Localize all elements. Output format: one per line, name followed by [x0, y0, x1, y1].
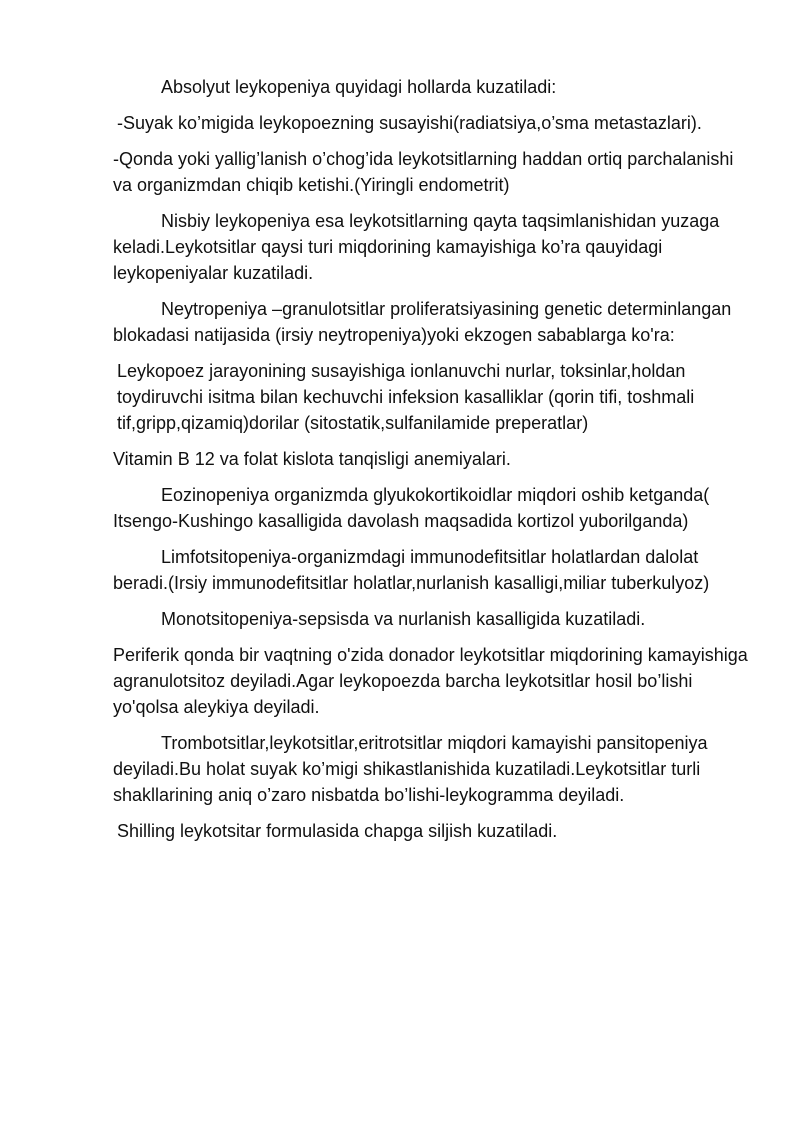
paragraph-eosinopenia: Eozinopeniya organizmda glyukokortikoidlar miqdori oshib ketganda( Itsengo-Kushingo kasalligida davolash maqsadida kortizol yuborilganda): [113, 485, 710, 531]
paragraph-pancytopenia: Trombotsitlar,leykotsitlar,eritrotsitlar miqdori kamayishi pansitopeniya deyiladi.Bu holat suyak ko’migi shikastlanishida kuzatiladi.Leykotsitlar turli shakllarining aniq o’zaro nisbatda bo’lishi-leykogramma deyiladi.: [113, 733, 708, 805]
paragraph-inflammation: -Qonda yoki yallig’lanish o’chog’ida leykotsitlarning haddan ortiq parchalanishi va organizmdan chiqib ketishi.(Yiringli endometrit): [113, 149, 734, 195]
paragraph-relative-leukopenia: Nisbiy leykopeniya esa leykotsitlarning qayta taqsimlanishidan yuzaga keladi.Leykotsitlar qaysi turi miqdorining kamayishiga ko’ra qauyidagi leykopeniyalar kuzatiladi.: [113, 211, 720, 283]
paragraph-lymphocytopenia: Limfotsitopeniya-organizmdagi immunodefitsitlar holatlardan dalolat beradi.(Irsiy immunodefitsitlar holatlar,nurlanish kasalligi,miliar tuberkulyoz): [113, 547, 710, 593]
paragraph-agranulocytosis: Periferik qonda bir vaqtning o'zida donador leykotsitlar miqdorining kamayishiga agranulotsitoz deyiladi.Agar leykopoezda barcha leykotsitlar hosil bo’lishi yo'qolsa aleykiya deyiladi.: [113, 645, 748, 717]
paragraph-monocytopenia: Monotsitopeniya-sepsisda va nurlanish kasalligida kuzatiladi.: [161, 609, 646, 629]
paragraph-absolute-leukopenia: Absolyut leykopeniya quyidagi hollarda kuzatiladi:: [161, 77, 557, 97]
document-body: [113, 74, 753, 854]
paragraph-neutropenia: Neytropeniya –granulotsitlar proliferatsiyasining genetic determinlangan blokadasi natijasida (irsiy neytropeniya)yoki ekzogen sabablarga ko'ra:: [113, 299, 732, 345]
paragraph-bone-marrow: -Suyak ko’migida leykopoezning susayishi(radiatsiya,o’sma metastazlari).: [117, 113, 702, 133]
paragraph-shilling-shift: Shilling leykotsitar formulasida chapga siljish kuzatiladi.: [117, 821, 558, 841]
paragraph-leukopoiesis-suppression: Leykopoez jarayonining susayishiga ionlanuvchi nurlar, toksinlar,holdan toydiruvchi isitma bilan kechuvchi infeksion kasalliklar (qorin tifi, toshmali tif,gripp,qizamiq)dorilar (sitostatik,sulfanilamide preperatlar): [117, 361, 695, 433]
paragraph-vitamin-b12: Vitamin B 12 va folat kislota tanqisligi anemiyalari.: [113, 449, 511, 469]
